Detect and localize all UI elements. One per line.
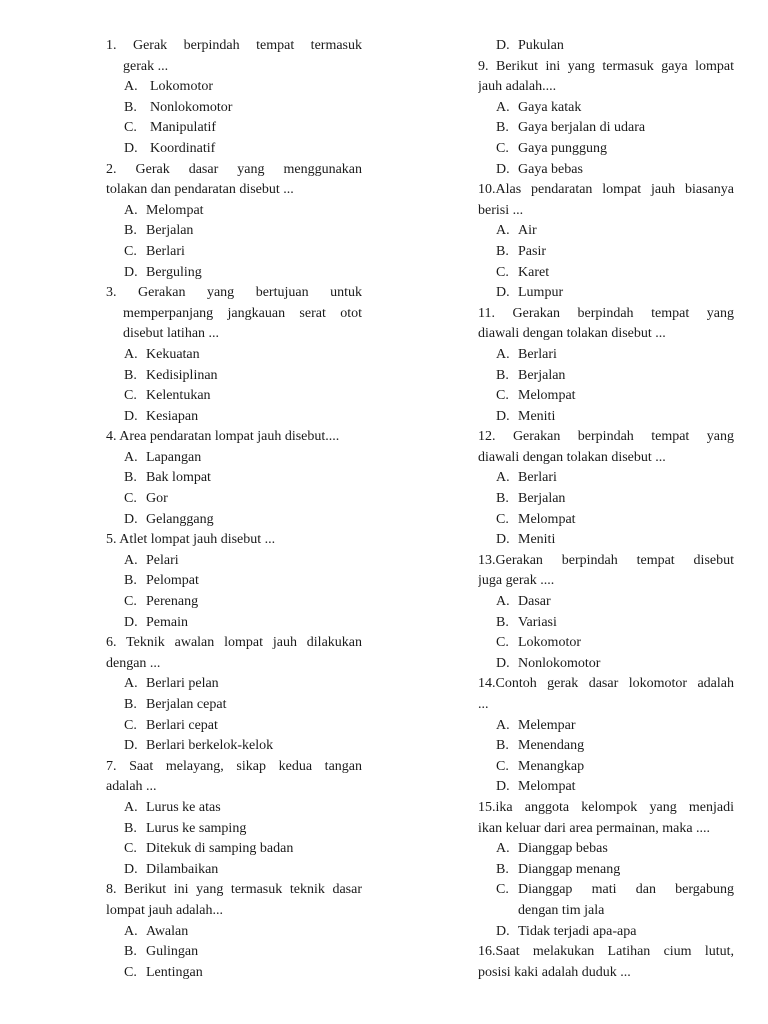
- answer-option: [478, 510, 734, 531]
- answer-option: [478, 242, 734, 263]
- option-letter: D.: [496, 655, 510, 671]
- option-text: Lokomotor: [518, 635, 581, 651]
- option-letter: C.: [124, 594, 137, 610]
- option-text: Melompat: [518, 388, 576, 404]
- option-text: Berlari berkelok-kelok: [146, 738, 274, 754]
- option-letter: C.: [124, 388, 137, 404]
- option-text: Pelompat: [146, 573, 199, 589]
- answer-option: [478, 118, 734, 139]
- option-letter: B.: [124, 470, 137, 486]
- option-text: Gaya katak: [518, 99, 582, 115]
- option-text: Gaya punggung: [518, 140, 608, 156]
- option-letter: C.: [496, 140, 509, 156]
- option-text: Berlari: [518, 470, 557, 486]
- option-text: Menendang: [518, 738, 585, 754]
- option-letter: D.: [496, 779, 510, 795]
- option-letter: C.: [496, 388, 509, 404]
- option-text: Awalan: [146, 923, 189, 939]
- question-text: 12. Gerakan berpindah tempat yang: [478, 429, 734, 445]
- answer-option: [106, 98, 362, 119]
- question-text: tolakan dan pendaratan disebut ...: [106, 182, 294, 198]
- answer-option: [106, 798, 362, 819]
- option-text: Dilambaikan: [146, 861, 219, 877]
- answer-option: [106, 716, 362, 737]
- answer-option: [106, 592, 362, 613]
- option-continuation: dengan tim jala: [518, 902, 605, 918]
- answer-option: [478, 468, 734, 489]
- option-text: Dianggap menang: [518, 861, 621, 877]
- answer-option: [106, 242, 362, 263]
- option-text: Kesiapan: [146, 408, 199, 424]
- option-letter: C.: [496, 264, 509, 280]
- option-text: Melompat: [146, 202, 204, 218]
- option-letter: D.: [496, 532, 510, 548]
- option-text: Gor: [146, 491, 168, 507]
- option-text: Manipulatif: [150, 120, 217, 136]
- option-letter: A.: [124, 799, 138, 815]
- question-text: 16.Saat melakukan Latihan cium lutut,: [478, 944, 734, 960]
- option-text: Tidak terjadi apa-apa: [518, 923, 637, 939]
- option-text: Kekuatan: [146, 346, 200, 362]
- question-text: gerak ...: [123, 58, 169, 74]
- question-text: adalah ...: [106, 779, 157, 795]
- question-text: diawali dengan tolakan disebut ...: [478, 449, 666, 465]
- option-letter: C.: [496, 635, 509, 651]
- answer-option: [106, 922, 362, 943]
- answer-option: [106, 860, 362, 881]
- answer-option: [478, 160, 734, 181]
- question-text: 5. Atlet lompat jauh disebut ...: [106, 532, 276, 548]
- option-text: Berjalan: [518, 491, 566, 507]
- option-text: Pemain: [146, 614, 188, 630]
- answer-option: [478, 777, 734, 798]
- answer-option: [106, 736, 362, 757]
- option-letter: A.: [496, 223, 510, 239]
- option-text: Dasar: [518, 594, 551, 610]
- option-letter: B.: [124, 99, 137, 115]
- option-letter: B.: [124, 223, 137, 239]
- answer-option: [106, 201, 362, 222]
- question-text: ikan keluar dari area permainan, maka ....: [478, 820, 711, 836]
- option-text: Gaya bebas: [518, 161, 583, 177]
- option-letter: A.: [496, 594, 510, 610]
- option-text: Variasi: [518, 614, 557, 630]
- question-text: 14.Contoh gerak dasar lokomotor adalah: [478, 676, 734, 692]
- answer-option: [106, 221, 362, 242]
- option-text: Nonlokomotor: [150, 99, 233, 115]
- question-text: 2. Gerak dasar yang menggunakan: [106, 161, 362, 177]
- option-letter: D.: [124, 140, 138, 156]
- answer-option: [106, 489, 362, 510]
- option-text: Berlari: [518, 346, 557, 362]
- option-letter: B.: [496, 491, 509, 507]
- option-letter: A.: [124, 202, 138, 218]
- answer-option: [478, 716, 734, 737]
- option-text: Menangkap: [518, 758, 585, 774]
- option-text: Pukulan: [518, 38, 564, 53]
- answer-option: [478, 860, 734, 881]
- answer-option: [478, 407, 734, 428]
- answer-option: [106, 839, 362, 860]
- option-letter: D.: [124, 861, 138, 877]
- option-text: Lurus ke samping: [146, 820, 247, 836]
- option-letter: C.: [496, 758, 509, 774]
- option-text: Berlari cepat: [146, 717, 218, 733]
- option-text: Bak lompat: [146, 470, 211, 486]
- question-text: 9. Berikut ini yang termasuk gaya lompat: [478, 58, 734, 74]
- right-column: [478, 36, 734, 983]
- option-letter: A.: [496, 717, 510, 733]
- option-text: Dianggap bebas: [518, 841, 608, 857]
- answer-option: [106, 386, 362, 407]
- question-text: diawali dengan tolakan disebut ...: [478, 326, 666, 342]
- option-letter: D.: [496, 923, 510, 939]
- option-letter: B.: [124, 820, 137, 836]
- answer-option: [478, 880, 734, 901]
- option-text: Meniti: [518, 408, 556, 424]
- answer-option: [478, 757, 734, 778]
- question-text: 4. Area pendaratan lompat jauh disebut....: [106, 429, 340, 445]
- question-text: berisi ...: [478, 202, 524, 218]
- answer-option: [478, 654, 734, 675]
- answer-option: [106, 366, 362, 387]
- option-letter: D.: [124, 264, 138, 280]
- option-letter: A.: [124, 552, 138, 568]
- option-text: Berlari pelan: [146, 676, 219, 692]
- question-text: 15.ika anggota kelompok yang menjadi: [478, 799, 734, 815]
- option-letter: A.: [124, 676, 138, 692]
- option-text: Nonlokomotor: [518, 655, 601, 671]
- option-letter: A.: [496, 841, 510, 857]
- question-text: jauh adalah....: [478, 79, 557, 95]
- question-text: 6. Teknik awalan lompat jauh dilakukan: [106, 635, 362, 651]
- answer-option: [106, 819, 362, 840]
- option-text: Koordinatif: [150, 140, 216, 156]
- answer-option: [478, 283, 734, 304]
- option-letter: A.: [124, 923, 138, 939]
- answer-option: [106, 345, 362, 366]
- option-text: Melompat: [518, 779, 576, 795]
- option-letter: A.: [496, 470, 510, 486]
- answer-option: [106, 118, 362, 139]
- option-text: Pelari: [146, 552, 179, 568]
- option-letter: B.: [496, 243, 509, 259]
- option-text: Lumpur: [518, 285, 564, 301]
- option-text: Dianggap mati dan bergabung: [518, 882, 734, 898]
- question-text: lompat jauh adalah...: [106, 902, 224, 918]
- option-letter: A.: [496, 346, 510, 362]
- option-text: Berjalan: [518, 367, 566, 383]
- option-letter: B.: [124, 573, 137, 589]
- answer-option: [478, 530, 734, 551]
- answer-option: [478, 489, 734, 510]
- answer-option: [478, 139, 734, 160]
- option-letter: B.: [124, 697, 137, 712]
- answer-option: [106, 139, 362, 160]
- option-letter: D.: [496, 408, 510, 424]
- option-text: Air: [518, 223, 537, 239]
- option-text: Perenang: [146, 594, 199, 610]
- question-text: posisi kaki adalah duduk ...: [478, 964, 631, 980]
- option-letter: D.: [124, 511, 138, 527]
- option-letter: C.: [124, 243, 137, 259]
- question-text: 1. Gerak berpindah tempat termasuk: [106, 38, 362, 53]
- option-letter: A.: [496, 99, 510, 115]
- question-text: juga gerak ....: [478, 573, 555, 589]
- answer-option: [106, 942, 362, 963]
- left-column: [106, 36, 362, 983]
- answer-option: [106, 448, 362, 469]
- option-text: Berjalan cepat: [146, 697, 227, 712]
- option-letter: B.: [124, 944, 137, 960]
- option-letter: C.: [124, 120, 137, 136]
- answer-option: [478, 386, 734, 407]
- option-letter: C.: [496, 511, 509, 527]
- option-letter: D.: [124, 614, 138, 630]
- question-text: disebut latihan ...: [123, 326, 220, 342]
- answer-option: [106, 695, 362, 716]
- option-text: Berlari: [146, 243, 185, 259]
- option-letter: A.: [124, 346, 138, 362]
- answer-option: [478, 922, 734, 943]
- option-text: Lurus ke atas: [146, 799, 221, 815]
- option-text: Meniti: [518, 532, 556, 548]
- answer-option: [478, 633, 734, 654]
- answer-option: [478, 98, 734, 119]
- option-letter: C.: [496, 882, 509, 898]
- option-letter: B.: [496, 861, 509, 877]
- answer-option: [478, 345, 734, 366]
- option-text: Kelentukan: [146, 388, 211, 404]
- answer-option: [106, 674, 362, 695]
- option-text: Lapangan: [146, 449, 202, 465]
- answer-option: [478, 221, 734, 242]
- option-text: Gulingan: [146, 944, 199, 960]
- option-text: Melempar: [518, 717, 576, 733]
- option-text: Ditekuk di samping badan: [146, 841, 294, 857]
- answer-option: [106, 468, 362, 489]
- question-text: memperpanjang jangkauan serat otot: [123, 305, 362, 321]
- option-text: Pasir: [518, 243, 546, 259]
- question-text: ...: [478, 697, 489, 712]
- option-letter: B.: [496, 120, 509, 136]
- option-letter: A.: [124, 79, 138, 95]
- answer-option: [106, 571, 362, 592]
- answer-option: [478, 36, 734, 57]
- option-letter: B.: [496, 614, 509, 630]
- answer-option: [478, 839, 734, 860]
- answer-option: [478, 736, 734, 757]
- option-text: Lentingan: [146, 964, 203, 980]
- question-text: dengan ...: [106, 655, 161, 671]
- question-text: 7. Saat melayang, sikap kedua tangan: [106, 758, 362, 774]
- question-text: 11. Gerakan berpindah tempat yang: [478, 305, 734, 321]
- question-text: 8. Berikut ini yang termasuk teknik dasar: [106, 882, 362, 898]
- option-letter: B.: [496, 367, 509, 383]
- option-text: Karet: [518, 264, 550, 280]
- question-text: 3. Gerakan yang bertujuan untuk: [106, 285, 362, 301]
- option-text: Berjalan: [146, 223, 194, 239]
- option-text: Gelanggang: [146, 511, 214, 527]
- answer-option: [106, 407, 362, 428]
- option-letter: A.: [124, 449, 138, 465]
- option-text: Kedisiplinan: [146, 367, 218, 383]
- option-text: Gaya berjalan di udara: [518, 120, 646, 136]
- option-letter: B.: [124, 367, 137, 383]
- option-text: Lokomotor: [150, 79, 213, 95]
- answer-option: [478, 613, 734, 634]
- option-letter: D.: [124, 738, 138, 754]
- option-letter: B.: [496, 738, 509, 754]
- option-letter: D.: [496, 38, 510, 53]
- option-letter: C.: [124, 717, 137, 733]
- answer-option: [106, 551, 362, 572]
- answer-option: [106, 613, 362, 634]
- option-letter: C.: [124, 491, 137, 507]
- option-text: Melompat: [518, 511, 576, 527]
- answer-option: [106, 77, 362, 98]
- answer-option: [106, 963, 362, 984]
- answer-option: [106, 510, 362, 531]
- option-letter: C.: [124, 964, 137, 980]
- answer-option: [478, 366, 734, 387]
- question-text: 10.Alas pendaratan lompat jauh biasanya: [478, 182, 734, 198]
- answer-option: [106, 263, 362, 284]
- answer-option: [478, 592, 734, 613]
- option-text: Berguling: [146, 264, 202, 280]
- option-letter: D.: [496, 285, 510, 301]
- question-text: 13.Gerakan berpindah tempat disebut: [478, 552, 734, 568]
- option-letter: D.: [124, 408, 138, 424]
- answer-option: [478, 263, 734, 284]
- option-letter: D.: [496, 161, 510, 177]
- option-letter: C.: [124, 841, 137, 857]
